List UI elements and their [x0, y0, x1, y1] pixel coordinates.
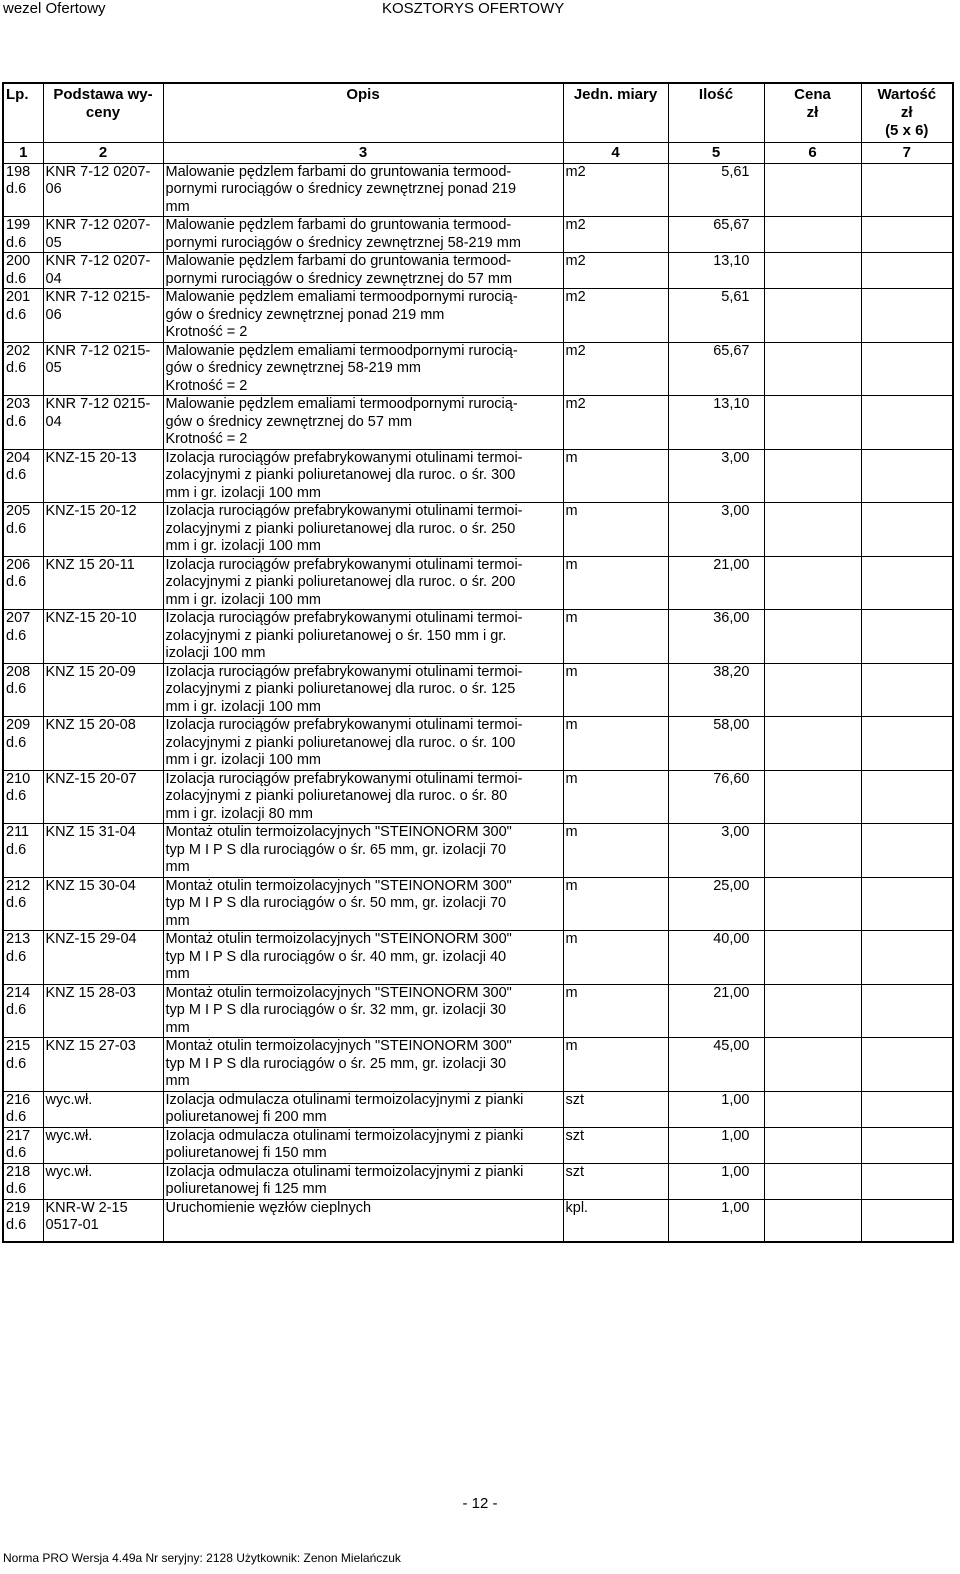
- table-row: [3, 877, 953, 931]
- cost-estimate-table: [2, 82, 952, 1243]
- row-cena: [764, 824, 861, 878]
- row-podstawa: wyc.wł.: [43, 1091, 163, 1127]
- table-body: [3, 163, 953, 1242]
- row-lp: 200 d.6: [3, 253, 43, 289]
- table-row: [3, 824, 953, 878]
- row-podstawa: KNZ-15 29-04: [43, 931, 163, 985]
- row-ilosc: 1,00: [668, 1091, 764, 1127]
- row-opis: Malowanie pędzlem farbami do gruntowania termood- pornymi rurociągów o średnicy zewnętrznej 58-219 mm: [163, 217, 563, 253]
- row-podstawa: KNR 7-12 0215- 05: [43, 342, 163, 396]
- table-row: [3, 663, 953, 717]
- row-jedn: m: [563, 1038, 668, 1092]
- row-jedn: szt: [563, 1091, 668, 1127]
- row-opis: Izolacja odmulacza otulinami termoizolacyjnymi z pianki poliuretanowej fi 150 mm: [163, 1127, 563, 1163]
- row-ilosc: 5,61: [668, 163, 764, 217]
- row-cena: [764, 289, 861, 343]
- row-jedn: m2: [563, 289, 668, 343]
- table-row: [3, 770, 953, 824]
- row-wartosc: [861, 217, 953, 253]
- row-cena: [764, 1038, 861, 1092]
- row-wartosc: [861, 556, 953, 610]
- row-wartosc: [861, 163, 953, 217]
- row-ilosc: 5,61: [668, 289, 764, 343]
- row-lp: 217 d.6: [3, 1127, 43, 1163]
- row-lp: 212 d.6: [3, 877, 43, 931]
- row-podstawa: KNR 7-12 0215- 06: [43, 289, 163, 343]
- row-ilosc: 3,00: [668, 503, 764, 557]
- row-opis: Uruchomienie węzłów cieplnych: [163, 1199, 563, 1242]
- row-podstawa: KNZ 15 28-03: [43, 984, 163, 1038]
- table-row: [3, 163, 953, 217]
- row-podstawa: KNZ-15 20-10: [43, 610, 163, 664]
- col-number: 7: [861, 143, 953, 164]
- row-ilosc: 1,00: [668, 1127, 764, 1163]
- page-number: - 12 -: [462, 1495, 498, 1512]
- table-row: [3, 449, 953, 503]
- row-podstawa: KNZ 15 20-09: [43, 663, 163, 717]
- col-number: 2: [43, 143, 163, 164]
- row-cena: [764, 163, 861, 217]
- row-cena: [764, 1199, 861, 1242]
- table-header-row: [3, 83, 953, 143]
- row-wartosc: [861, 253, 953, 289]
- row-jedn: kpl.: [563, 1199, 668, 1242]
- row-opis: Montaż otulin termoizolacyjnych "STEINONORM 300" typ M I P S dla rurociągów o śr. 32 mm, gr. izolacji 30 mm: [163, 984, 563, 1038]
- row-wartosc: [861, 342, 953, 396]
- row-cena: [764, 217, 861, 253]
- document-header-title: KOSZTORYS OFERTOWY: [382, 0, 565, 17]
- row-ilosc: 13,10: [668, 396, 764, 450]
- row-ilosc: 21,00: [668, 984, 764, 1038]
- row-jedn: m: [563, 824, 668, 878]
- row-wartosc: [861, 1199, 953, 1242]
- row-lp: 208 d.6: [3, 663, 43, 717]
- row-wartosc: [861, 610, 953, 664]
- row-jedn: m: [563, 877, 668, 931]
- row-lp: 207 d.6: [3, 610, 43, 664]
- row-ilosc: 25,00: [668, 877, 764, 931]
- row-podstawa: wyc.wł.: [43, 1127, 163, 1163]
- row-wartosc: [861, 824, 953, 878]
- row-cena: [764, 503, 861, 557]
- row-ilosc: 3,00: [668, 824, 764, 878]
- row-podstawa: KNZ-15 20-12: [43, 503, 163, 557]
- row-opis: Izolacja rurociągów prefabrykowanymi otulinami termoi- zolacyjnymi z pianki poliuretanowej o śr. 150 mm i gr. izolacji 100 mm: [163, 610, 563, 664]
- row-podstawa: KNZ 15 20-08: [43, 717, 163, 771]
- row-jedn: m: [563, 984, 668, 1038]
- row-opis: Malowanie pędzlem farbami do gruntowania termood- pornymi rurociągów o średnicy zewnętrznej do 57 mm: [163, 253, 563, 289]
- row-podstawa: KNR 7-12 0207- 04: [43, 253, 163, 289]
- table-row: [3, 503, 953, 557]
- row-opis: Izolacja rurociągów prefabrykowanymi otulinami termoi- zolacyjnymi z pianki poliuretanowej dla ruroc. o śr. 300 mm i gr. izolacji 100 mm: [163, 449, 563, 503]
- col-number: 5: [668, 143, 764, 164]
- col-number: 1: [3, 143, 43, 164]
- row-ilosc: 58,00: [668, 717, 764, 771]
- row-wartosc: [861, 1091, 953, 1127]
- row-jedn: m: [563, 931, 668, 985]
- row-cena: [764, 717, 861, 771]
- row-podstawa: KNZ-15 20-13: [43, 449, 163, 503]
- row-cena: [764, 556, 861, 610]
- row-lp: 198 d.6: [3, 163, 43, 217]
- col-number: 3: [163, 143, 563, 164]
- table-row: [3, 1163, 953, 1199]
- row-ilosc: 76,60: [668, 770, 764, 824]
- row-jedn: szt: [563, 1127, 668, 1163]
- row-wartosc: [861, 1038, 953, 1092]
- row-cena: [764, 770, 861, 824]
- row-ilosc: 3,00: [668, 449, 764, 503]
- row-wartosc: [861, 449, 953, 503]
- row-lp: 219 d.6: [3, 1199, 43, 1242]
- row-lp: 206 d.6: [3, 556, 43, 610]
- row-lp: 213 d.6: [3, 931, 43, 985]
- row-jedn: m2: [563, 253, 668, 289]
- row-lp: 215 d.6: [3, 1038, 43, 1092]
- row-lp: 202 d.6: [3, 342, 43, 396]
- document-header-left: wezel Ofertowy: [3, 0, 106, 17]
- software-info: Norma PRO Wersja 4.49a Nr seryjny: 2128 Użytkownik: Zenon Mielańczuk: [3, 1551, 401, 1565]
- row-wartosc: [861, 503, 953, 557]
- table-row: [3, 1127, 953, 1163]
- row-cena: [764, 663, 861, 717]
- row-cena: [764, 610, 861, 664]
- row-podstawa: KNR 7-12 0215- 04: [43, 396, 163, 450]
- row-lp: 203 d.6: [3, 396, 43, 450]
- table-row: [3, 1038, 953, 1092]
- row-wartosc: [861, 931, 953, 985]
- table-row: [3, 342, 953, 396]
- col-header-cena: Cena zł: [764, 83, 861, 143]
- table-row: [3, 931, 953, 985]
- table-row: [3, 717, 953, 771]
- row-podstawa: KNZ 15 27-03: [43, 1038, 163, 1092]
- col-number: 6: [764, 143, 861, 164]
- row-jedn: m: [563, 503, 668, 557]
- row-lp: 216 d.6: [3, 1091, 43, 1127]
- col-header-podstawa: Podstawa wy- ceny: [43, 83, 163, 143]
- row-podstawa: KNZ 15 30-04: [43, 877, 163, 931]
- row-jedn: m: [563, 663, 668, 717]
- row-podstawa: wyc.wł.: [43, 1163, 163, 1199]
- row-cena: [764, 931, 861, 985]
- row-ilosc: 36,00: [668, 610, 764, 664]
- row-ilosc: 45,00: [668, 1038, 764, 1092]
- row-jedn: m2: [563, 396, 668, 450]
- row-podstawa: KNZ-15 20-07: [43, 770, 163, 824]
- row-ilosc: 65,67: [668, 217, 764, 253]
- col-header-opis: Opis: [163, 83, 563, 143]
- row-cena: [764, 342, 861, 396]
- row-opis: Izolacja rurociągów prefabrykowanymi otulinami termoi- zolacyjnymi z pianki poliuretanowej dla ruroc. o śr. 200 mm i gr. izolacji 100 mm: [163, 556, 563, 610]
- row-lp: 214 d.6: [3, 984, 43, 1038]
- table-row: [3, 217, 953, 253]
- col-number: 4: [563, 143, 668, 164]
- row-jedn: m2: [563, 163, 668, 217]
- row-wartosc: [861, 289, 953, 343]
- row-lp: 204 d.6: [3, 449, 43, 503]
- table-row: [3, 984, 953, 1038]
- row-opis: Montaż otulin termoizolacyjnych "STEINONORM 300" typ M I P S dla rurociągów o śr. 25 mm, gr. izolacji 30 mm: [163, 1038, 563, 1092]
- row-lp: 211 d.6: [3, 824, 43, 878]
- row-ilosc: 65,67: [668, 342, 764, 396]
- row-opis: Izolacja odmulacza otulinami termoizolacyjnymi z pianki poliuretanowej fi 200 mm: [163, 1091, 563, 1127]
- row-opis: Montaż otulin termoizolacyjnych "STEINONORM 300" typ M I P S dla rurociągów o śr. 50 mm, gr. izolacji 70 mm: [163, 877, 563, 931]
- row-lp: 199 d.6: [3, 217, 43, 253]
- row-jedn: m: [563, 717, 668, 771]
- row-podstawa: KNZ 15 31-04: [43, 824, 163, 878]
- table-row: [3, 253, 953, 289]
- row-wartosc: [861, 984, 953, 1038]
- row-ilosc: 1,00: [668, 1199, 764, 1242]
- row-jedn: szt: [563, 1163, 668, 1199]
- row-cena: [764, 1091, 861, 1127]
- row-wartosc: [861, 770, 953, 824]
- row-podstawa: KNR-W 2-15 0517-01: [43, 1199, 163, 1242]
- row-cena: [764, 1163, 861, 1199]
- row-wartosc: [861, 663, 953, 717]
- row-jedn: m2: [563, 217, 668, 253]
- col-header-lp: Lp.: [3, 83, 43, 143]
- row-wartosc: [861, 1163, 953, 1199]
- row-jedn: m: [563, 610, 668, 664]
- row-cena: [764, 1127, 861, 1163]
- row-opis: Izolacja rurociągów prefabrykowanymi otulinami termoi- zolacyjnymi z pianki poliuretanowej dla ruroc. o śr. 125 mm i gr. izolacji 100 mm: [163, 663, 563, 717]
- row-jedn: m: [563, 556, 668, 610]
- row-ilosc: 38,20: [668, 663, 764, 717]
- col-header-ilosc: Ilość: [668, 83, 764, 143]
- column-number-row: [3, 143, 953, 164]
- row-opis: Izolacja rurociągów prefabrykowanymi otulinami termoi- zolacyjnymi z pianki poliuretanowej dla ruroc. o śr. 80 mm i gr. izolacji 80 mm: [163, 770, 563, 824]
- table-row: [3, 610, 953, 664]
- row-wartosc: [861, 877, 953, 931]
- table-row: [3, 396, 953, 450]
- row-podstawa: KNZ 15 20-11: [43, 556, 163, 610]
- row-opis: Montaż otulin termoizolacyjnych "STEINONORM 300" typ M I P S dla rurociągów o śr. 65 mm, gr. izolacji 70 mm: [163, 824, 563, 878]
- row-opis: Malowanie pędzlem emaliami termoodpornymi rurocią- gów o średnicy zewnętrznej do 57 mm Krotność = 2: [163, 396, 563, 450]
- row-cena: [764, 253, 861, 289]
- row-opis: Malowanie pędzlem emaliami termoodpornymi rurocią- gów o średnicy zewnętrznej 58-219 mm Krotność = 2: [163, 342, 563, 396]
- table-row: [3, 1091, 953, 1127]
- row-ilosc: 40,00: [668, 931, 764, 985]
- row-jedn: m: [563, 449, 668, 503]
- row-opis: Izolacja rurociągów prefabrykowanymi otulinami termoi- zolacyjnymi z pianki poliuretanowej dla ruroc. o śr. 100 mm i gr. izolacji 100 mm: [163, 717, 563, 771]
- row-wartosc: [861, 717, 953, 771]
- row-cena: [764, 984, 861, 1038]
- row-ilosc: 21,00: [668, 556, 764, 610]
- row-lp: 201 d.6: [3, 289, 43, 343]
- row-podstawa: KNR 7-12 0207- 05: [43, 217, 163, 253]
- row-opis: Izolacja rurociągów prefabrykowanymi otulinami termoi- zolacyjnymi z pianki poliuretanowej dla ruroc. o śr. 250 mm i gr. izolacji 100 mm: [163, 503, 563, 557]
- row-podstawa: KNR 7-12 0207- 06: [43, 163, 163, 217]
- col-header-jedn: Jedn. miary: [563, 83, 668, 143]
- row-cena: [764, 449, 861, 503]
- row-opis: Izolacja odmulacza otulinami termoizolacyjnymi z pianki poliuretanowej fi 125 mm: [163, 1163, 563, 1199]
- table-row: [3, 556, 953, 610]
- row-opis: Malowanie pędzlem emaliami termoodpornymi rurocią- gów o średnicy zewnętrznej ponad 219 mm Krotność = 2: [163, 289, 563, 343]
- row-cena: [764, 877, 861, 931]
- row-opis: Malowanie pędzlem farbami do gruntowania termood- pornymi rurociągów o średnicy zewnętrznej ponad 219 mm: [163, 163, 563, 217]
- col-header-wartosc: Wartość zł (5 x 6): [861, 83, 953, 143]
- row-lp: 218 d.6: [3, 1163, 43, 1199]
- row-lp: 205 d.6: [3, 503, 43, 557]
- row-ilosc: 13,10: [668, 253, 764, 289]
- row-wartosc: [861, 396, 953, 450]
- row-lp: 210 d.6: [3, 770, 43, 824]
- row-jedn: m: [563, 770, 668, 824]
- row-ilosc: 1,00: [668, 1163, 764, 1199]
- row-cena: [764, 396, 861, 450]
- row-jedn: m2: [563, 342, 668, 396]
- row-opis: Montaż otulin termoizolacyjnych "STEINONORM 300" typ M I P S dla rurociągów o śr. 40 mm, gr. izolacji 40 mm: [163, 931, 563, 985]
- table-row: [3, 1199, 953, 1242]
- row-lp: 209 d.6: [3, 717, 43, 771]
- table-row: [3, 289, 953, 343]
- row-wartosc: [861, 1127, 953, 1163]
